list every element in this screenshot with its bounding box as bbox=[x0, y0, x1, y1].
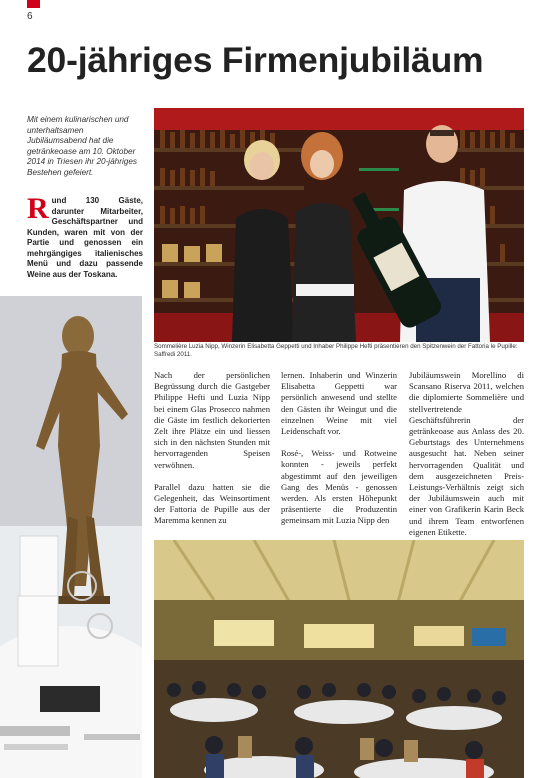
body-paragraph: Nach der persönlichen Begrüssung durch die Gastgeber Philippe Hefti und Luzia Nipp bei einem Glas Prosecco nahmen die Gäste im festlich dekorierten Zelt ihre Plätze ein und liessen sich in den nächsten Stunden mit hervorragenden Speisen verwöhnen. bbox=[154, 370, 270, 470]
article-column-3 bbox=[409, 370, 524, 549]
article-column-1 bbox=[154, 370, 270, 538]
article-column-2 bbox=[281, 370, 397, 538]
body-paragraph: Jubiläumswein Morellino di Scansano Riserva 2011, welchen die diplomierte Sommelière und stellvertretende Geschäftsführerin der getränkeoase aus Anlass des 20. Geburtstags des Unternehmens ausgesucht hat. Neben seiner hervorragenden Qualität und dem ausgezeichneten Preis-Leistungs-Verhältnis zeigt sich der Jubiläumswein auch mit einer von Grafikerin Karin Beck und ihrem Team entworfenen eigenen Etikette. bbox=[409, 370, 524, 537]
page-number: 6 bbox=[27, 11, 33, 22]
body-paragraph: Parallel dazu hatten sie die Gelegenheit, das Weinsortiment der Fattoria de Pupille aus der Maremma kennen zu bbox=[154, 481, 270, 526]
body-paragraph: Rosé-, Weiss- und Rotweine konnten - jeweils perfekt abgestimmt auf den jeweiligen Gang des Menüs - genossen werden. Als ersten Höhepunkt präsentierte die Produzentin gemeinsam mit Luzia Nipp den bbox=[281, 448, 397, 526]
drop-cap: R bbox=[27, 192, 49, 225]
intro-text: Mit einem kulinarischen und unterhaltsamen Jubiläumsabend hat die getränkeoase am 10. Oktober 2014 in Triesen ihr 20-jähriges Bestehen gefeiert. bbox=[27, 115, 137, 177]
photo-caption: Sommelière Luzia Nipp, Winzerin Elisabetta Geppetti und Inhaber Philippe Hefti präsentieren den Spitzenwein der Fattoria le Pupille: Saffredi 2011. bbox=[154, 343, 518, 358]
body-paragraph: lernen. Inhaberin und Winzerin Elisabetta Geppetti war persönlich anwesend und stellte den Gästen ihr Weingut und die einzelnen Weine mit viel Leidenschaft vor. bbox=[281, 370, 397, 437]
event-tent-photo bbox=[154, 540, 524, 778]
lead-paragraph bbox=[27, 192, 143, 280]
wine-presentation-photo bbox=[154, 108, 524, 342]
lead-text: und 130 Gäste, darunter Mitarbeiter, Geschäftspartner und Kunden, waren mit von der Partie und genossen ein mehrgängiges italienisches Menü und dazu passende Weine aus der Toskana. bbox=[27, 196, 143, 279]
statue-table-photo bbox=[0, 296, 142, 778]
page-accent-tab bbox=[27, 0, 40, 8]
headline: 20-jähriges Firmenjubiläum bbox=[27, 40, 484, 80]
